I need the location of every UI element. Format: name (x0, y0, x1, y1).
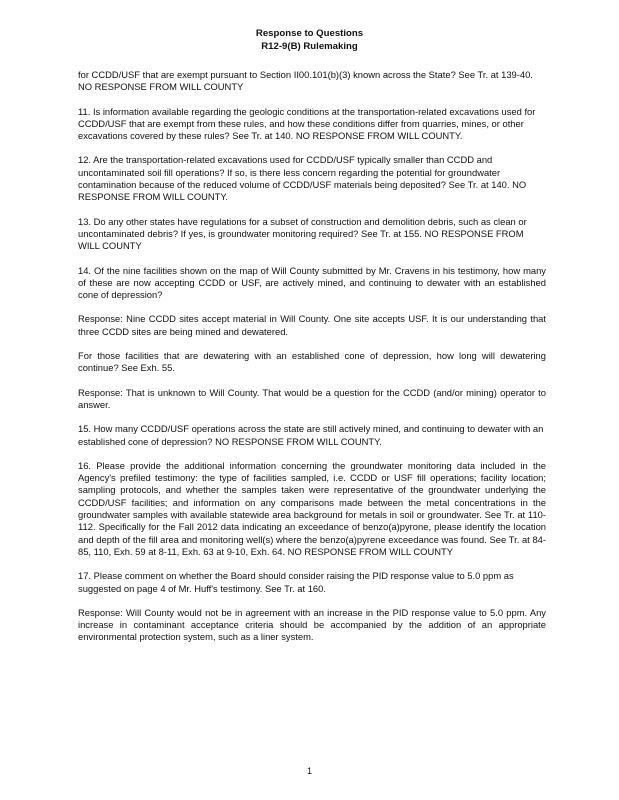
paragraph-q17-response: Response: Will County would not be in agreement with an increase in the PID response value to 5.0 ppm. Any increase in contaminant acceptance criteria should be accompanied by the addition of an appropriate environmental protection system, such as a liner system. (78, 606, 546, 643)
paragraph-q14-followup: For those facilities that are dewatering with an established cone of depression, how long will dewatering continue? See Exh. 55. (78, 350, 546, 374)
paragraph-q11: 11. Is information available regarding the geologic conditions at the transportation-related excavations used for CCDD/USF that are exempt from these rules, and how these conditions differ from quarries, mines, or other excavations covered by these rules? See Tr. at 140. NO RESPONSE FROM WILL COUNTY. (78, 105, 536, 142)
paragraph-q15: 15. How many CCDD/USF operations across the state are still actively mined, and continuing to dewater with an established cone of depression? NO RESPONSE FROM WILL COUNTY. (78, 423, 544, 447)
document-title: Response to Questions (255, 28, 364, 39)
paragraph-q14: 14. Of the nine facilities shown on the map of Will County submitted by Mr. Cravens in his testimony, how many of these are now accepting CCDD or USF, are actively mined, and continuing to dewater with an established cone of depression? (78, 264, 546, 301)
document-header (0, 27, 619, 53)
paragraph-q13: 13. Do any other states have regulations for a subset of construction and demolition debris, such as clean or uncontaminated debris? If yes, is groundwater monitoring required? See Tr. at 155. NO RESPONSE FROM WILL COUNTY (78, 215, 527, 252)
paragraph-q17: 17. Please comment on whether the Board should consider raising the PID response value to 5.0 ppm as suggested on page 4 of Mr. Huff's testimony. See Tr. at 160. (78, 570, 514, 594)
paragraph-q12: 12. Are the transportation-related excavations used for CCDD/USF typically smaller than CCDD and uncontaminated soil fill operations? If so, is there less concern regarding the potential for groundwater contamination because of the reduced volume of CCDD/USF materials being deposited? See Tr. at 140. NO RESPONSE FROM WILL COUNTY. (78, 154, 527, 203)
paragraph-q10-continued: for CCDD/USF that are exempt pursuant to Section II00.101(b)(3) known across the State? See Tr. at 139-40. NO RESPONSE FROM WILL COUNTY (78, 69, 533, 93)
document-subtitle: R12-9(B) Rulemaking (261, 41, 358, 52)
paragraph-q16: 16. Please provide the additional information concerning the groundwater monitoring data included in the Agency's prefiled testimony: the type of facilities sampled, i.e. CCDD or USF fill operations; facility location; sampling protocols, and whether the samples taken were representative of the groundwater underlying the CCDD/USF facilities; and information on any comparisons made between the metal concentrations in the groundwater samples with available statewide area background for metals in soil or groundwater. See Tr. at 110-112. Specifically for the Fall 2012 data indicating an exceedance of benzo(a)pyrone, please identify the location and depth of the fill area and monitoring well(s) where the benzo(a)pyrene exceedance was found. See Tr. at 84-85, 110, Exh. 59 at 8-11, Exh. 63 at 9-10, Exh. 64. NO RESPONSE FROM WILL COUNTY (78, 459, 546, 557)
page-number: 1 (306, 766, 312, 776)
paragraph-q14-followup-response: Response: That is unknown to Will County. That would be a question for the CCDD (and/or mining) operator to answer. (78, 386, 546, 410)
document-body (78, 69, 546, 656)
paragraph-q14-response: Response: Nine CCDD sites accept material in Will County. One site accepts USF. It is our understanding that three CCDD sites are being mined and dewatered. (78, 313, 546, 337)
